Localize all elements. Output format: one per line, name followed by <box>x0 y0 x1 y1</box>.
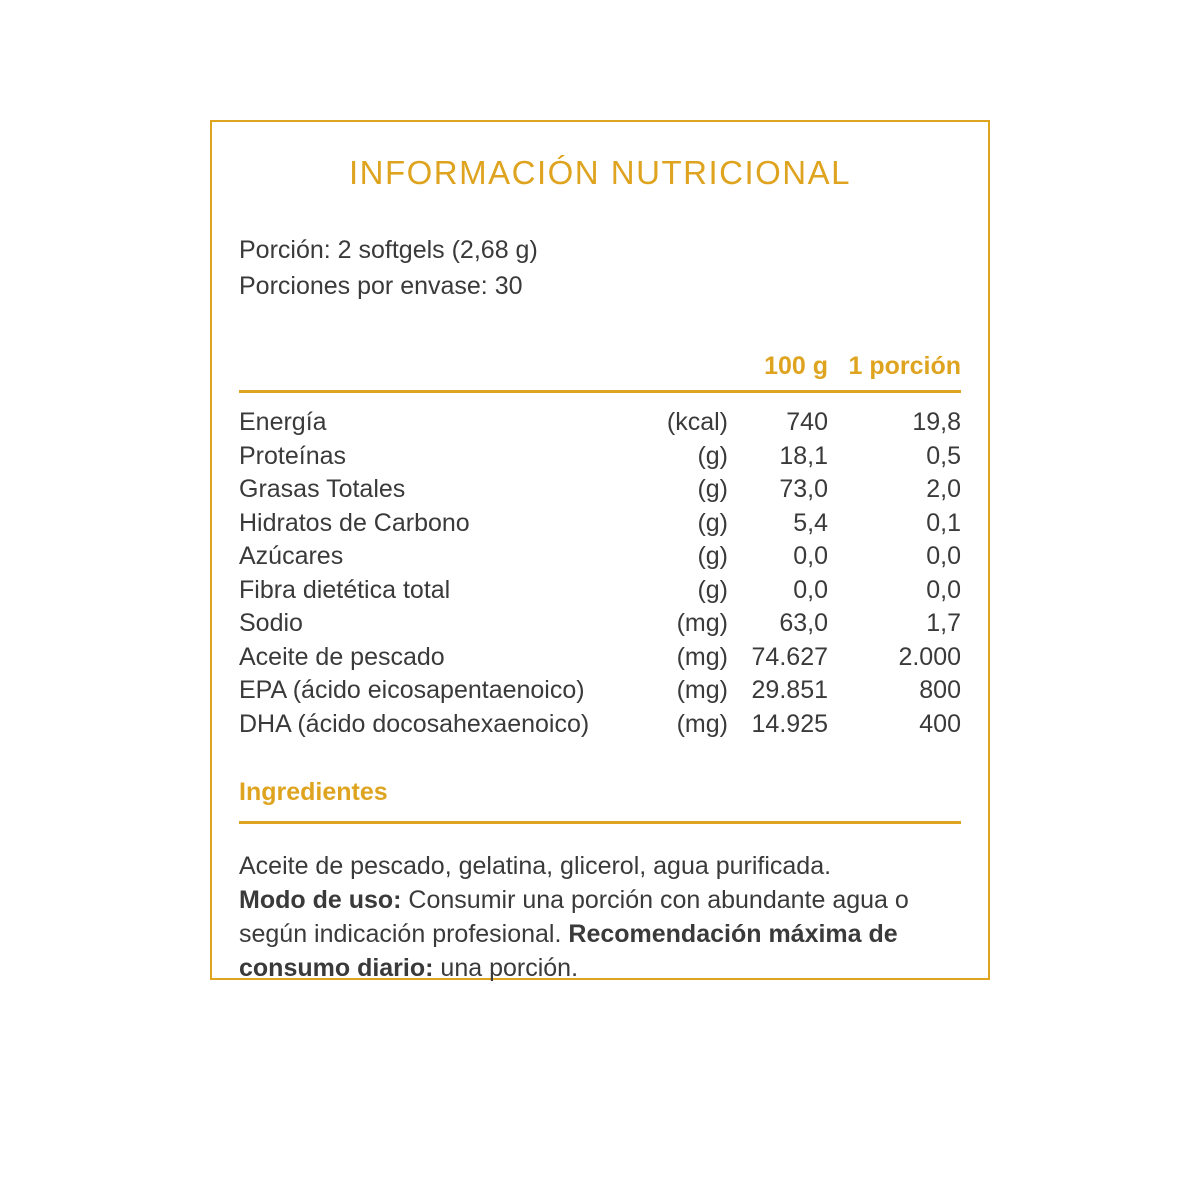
table-row <box>239 607 961 641</box>
row-value-100g: 740 <box>786 408 828 436</box>
table-row <box>239 641 961 675</box>
gold-divider-top <box>239 390 961 393</box>
usage-mode-text: Consumir una porción con abundante agua o según indicación profesional. <box>239 886 909 948</box>
table-row <box>239 574 961 608</box>
row-unit: (mg) <box>676 709 728 738</box>
row-unit: (g) <box>697 475 728 503</box>
row-value-100g: 18,1 <box>779 441 828 470</box>
usage-mode-label: Modo de uso: <box>239 886 402 914</box>
gold-divider-ingredients <box>239 821 961 824</box>
row-unit: (mg) <box>676 642 728 671</box>
row-label: Hidratos de Carbono <box>239 508 470 537</box>
row-label: Energía <box>239 408 327 436</box>
column-header-100g: 100 g <box>764 352 828 380</box>
table-row <box>239 540 961 574</box>
row-value-100g: 14.925 <box>751 709 828 738</box>
table-column-headers <box>239 352 961 380</box>
row-value-portion: 2.000 <box>898 642 961 671</box>
table-row <box>239 440 961 474</box>
table-row <box>239 708 961 742</box>
ingredients-and-usage <box>239 849 961 985</box>
row-label: Azúcares <box>239 542 344 570</box>
row-value-100g: 63,0 <box>779 609 828 637</box>
row-unit: (mg) <box>676 609 728 637</box>
row-value-100g: 74.627 <box>751 642 828 671</box>
row-unit: (kcal) <box>666 408 728 436</box>
row-label: EPA (ácido eicosapentaenoico) <box>239 676 585 704</box>
row-unit: (g) <box>697 441 728 470</box>
usage-recommendation-text: una porción. <box>433 954 579 982</box>
row-label: Fibra dietética total <box>239 575 451 604</box>
row-value-portion: 2,0 <box>926 475 961 503</box>
panel-title: INFORMACIÓN NUTRICIONAL <box>348 154 851 191</box>
row-label: Aceite de pescado <box>239 642 445 671</box>
table-row <box>239 674 961 708</box>
row-value-portion: 0,0 <box>926 575 961 604</box>
row-value-portion: 800 <box>919 676 961 704</box>
table-row <box>239 507 961 541</box>
row-value-portion: 0,1 <box>926 508 961 537</box>
row-value-portion: 400 <box>919 709 961 738</box>
row-value-portion: 19,8 <box>912 408 961 436</box>
row-unit: (g) <box>697 542 728 570</box>
column-header-portion: 1 porción <box>848 352 961 380</box>
serving-size-line: Porción: 2 softgels (2,68 g) <box>239 236 538 264</box>
usage-recommendation-label: Recomendación máxima de consumo diario: <box>239 920 898 982</box>
row-label: Grasas Totales <box>239 475 406 503</box>
serving-info <box>239 232 961 304</box>
row-label: Sodio <box>239 609 303 637</box>
column-header-spacer <box>239 352 728 380</box>
row-value-portion: 0,0 <box>926 542 961 570</box>
row-value-100g: 29.851 <box>751 676 828 704</box>
nutrition-label-panel <box>210 120 990 980</box>
usage-instructions <box>239 883 961 985</box>
ingredients-list: Aceite de pescado, gelatina, glicerol, agua purificada. <box>239 852 832 880</box>
row-value-100g: 0,0 <box>793 575 828 604</box>
table-row <box>239 473 961 507</box>
row-label: Proteínas <box>239 441 347 470</box>
row-unit: (g) <box>697 508 728 537</box>
servings-per-container-line: Porciones por envase: 30 <box>239 272 523 300</box>
row-unit: (g) <box>697 575 728 604</box>
row-unit: (mg) <box>676 676 728 704</box>
nutrition-table <box>239 406 961 741</box>
table-row <box>239 406 961 440</box>
row-value-portion: 0,5 <box>926 441 961 470</box>
row-label: DHA (ácido docosahexaenoico) <box>239 709 590 738</box>
row-value-portion: 1,7 <box>926 609 961 637</box>
row-value-100g: 0,0 <box>793 542 828 570</box>
ingredients-heading: Ingredientes <box>239 778 388 806</box>
row-value-100g: 73,0 <box>779 475 828 503</box>
row-value-100g: 5,4 <box>793 508 828 537</box>
